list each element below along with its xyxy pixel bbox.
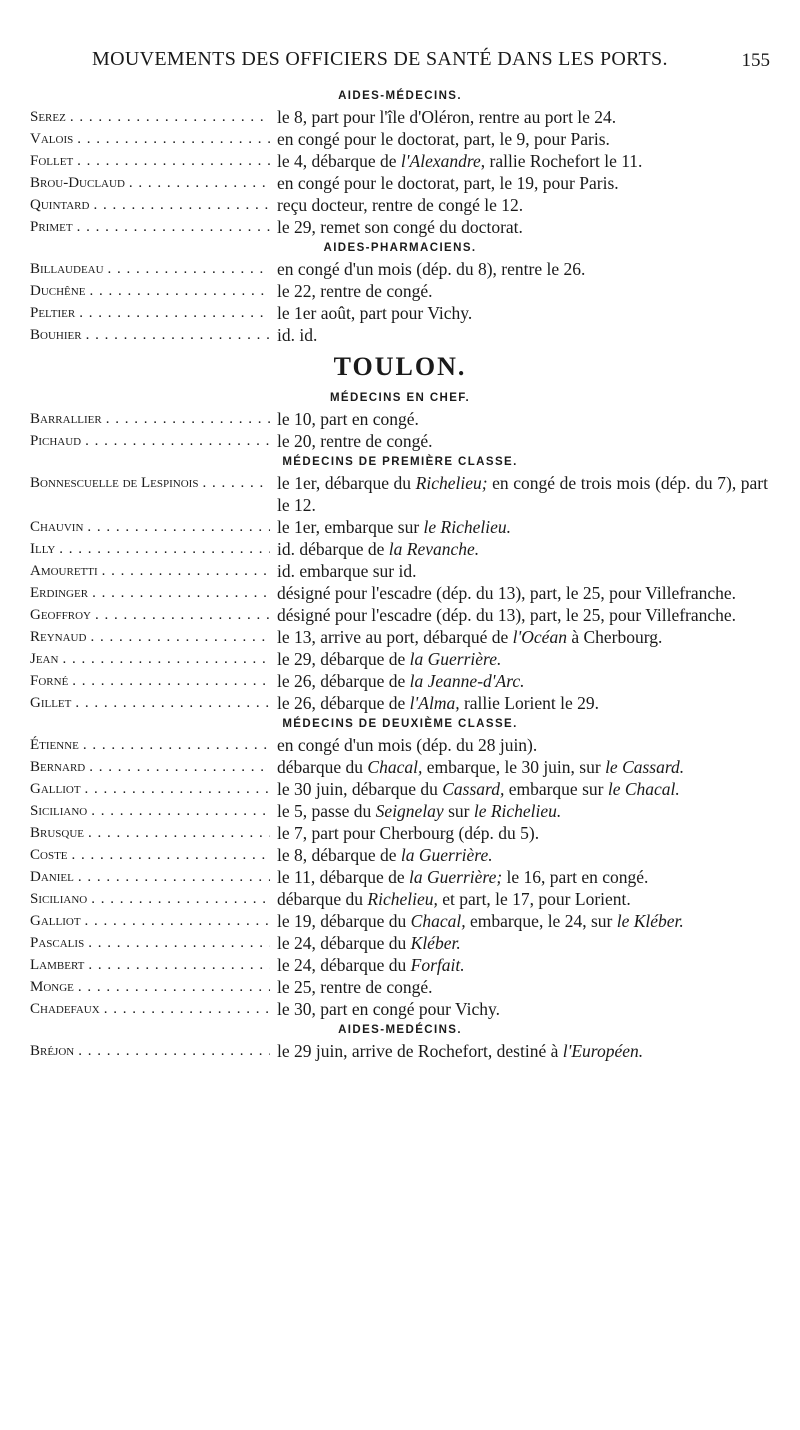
officer-name-cell (30, 194, 270, 216)
entry-row (30, 778, 770, 800)
ship-name: Chacal, (410, 911, 466, 931)
dot-leader (85, 430, 270, 452)
section-heading: MÉDECINS DE DEUXIÈME CLASSE. (282, 718, 518, 730)
officer-name: Chadefaux (30, 1001, 100, 1017)
dot-leader (93, 194, 270, 216)
officer-name: Chauvin (30, 519, 84, 535)
officer-name: Geoffroy (30, 607, 91, 623)
ship-name: l'Océan (512, 627, 567, 647)
officer-name: Bonnescuelle de Lespinois (30, 475, 199, 491)
ship-name: Seignelay (375, 801, 444, 821)
entry-row (30, 910, 770, 932)
officer-name-cell (30, 408, 270, 430)
city-heading: TOULON. (333, 352, 467, 381)
section-heading: AIDES-PHARMACIENS. (323, 242, 477, 254)
dot-leader (95, 604, 270, 626)
officer-name: Barrallier (30, 411, 102, 427)
entry-row (30, 626, 770, 648)
dot-leader (87, 516, 270, 538)
movement-text: en congé d'un mois (dép. du 28 juin). (277, 735, 538, 755)
officer-name: Illy (30, 541, 56, 557)
officer-name: Coste (30, 847, 68, 863)
entry-row (30, 150, 770, 172)
officer-name: Monge (30, 979, 74, 995)
entry-row (30, 280, 770, 302)
dot-leader (92, 582, 270, 604)
ship-name: Chacal, (367, 757, 423, 777)
dot-leader (86, 324, 270, 346)
dot-leader (79, 302, 270, 324)
officer-name-cell (30, 778, 270, 800)
entry-row (30, 472, 770, 516)
entry-row (30, 734, 770, 756)
dot-leader (78, 1040, 270, 1062)
dot-leader (59, 538, 270, 560)
ship-name: l'Alexandre (400, 151, 481, 171)
entry-row (30, 430, 770, 452)
movement-text: id. débarque de la Revanche. (277, 539, 480, 559)
officer-name: Siciliano (30, 891, 88, 907)
officer-name-cell (30, 128, 270, 150)
movement-text: le 30 juin, débarque du Cassard, embarque sur le Chacal. (277, 779, 680, 799)
dot-leader (77, 216, 270, 238)
page-title: MOUVEMENTS DES OFFICIERS DE SANTÉ DANS LES PORTS. (92, 48, 668, 70)
entry-row (30, 216, 770, 238)
movement-text: le 30, part en congé pour Vichy. (277, 999, 500, 1019)
dot-leader (88, 822, 270, 844)
movement-text: en congé pour le doctorat, part, le 9, pour Paris. (277, 129, 610, 149)
dot-leader (108, 258, 270, 280)
movement-text: en congé pour le doctorat, part, le 19, pour Paris. (277, 173, 619, 193)
officer-name: Reynaud (30, 629, 87, 645)
officer-name: Valois (30, 131, 74, 147)
officer-name-cell (30, 800, 270, 822)
movement-text: le 29, remet son congé du doctorat. (277, 217, 523, 237)
movement-text: le 8, débarque de la Guerrière. (277, 845, 493, 865)
officer-name-cell (30, 866, 270, 888)
officer-name-cell (30, 932, 270, 954)
entry-row (30, 194, 770, 216)
movement-text: le 24, débarque du Kléber. (277, 933, 461, 953)
officer-name: Jean (30, 651, 59, 667)
officer-name-cell (30, 976, 270, 998)
officer-name-cell (30, 692, 270, 714)
officer-name-cell (30, 430, 270, 452)
movement-text: le 7, part pour Cherbourg (dép. du 5). (277, 823, 540, 843)
entry-row (30, 954, 770, 976)
dot-leader (91, 888, 270, 910)
entry-row (30, 582, 770, 604)
dot-leader (70, 106, 270, 128)
movement-text: le 20, rentre de congé. (277, 431, 433, 451)
officer-name-cell (30, 844, 270, 866)
officer-name-cell (30, 822, 270, 844)
entry-row (30, 516, 770, 538)
officer-name-cell (30, 516, 270, 538)
document-body (30, 86, 770, 1062)
movement-text: le 22, rentre de congé. (277, 281, 433, 301)
officer-name: Bréjon (30, 1043, 75, 1059)
dot-leader (102, 560, 270, 582)
officer-name: Erdinger (30, 585, 89, 601)
ship-name: l'Alma, (409, 693, 460, 713)
section-heading: MÉDECINS EN CHEF. (329, 392, 471, 404)
ship-name: la Guerrière; (409, 867, 503, 887)
officer-name-cell (30, 954, 270, 976)
entry-row (30, 128, 770, 150)
ship-name: Forfait. (410, 955, 465, 975)
entry-row (30, 538, 770, 560)
section-heading: AIDES-MÉDECINS. (338, 90, 462, 102)
officer-name-cell (30, 910, 270, 932)
officer-name: Galliot (30, 913, 81, 929)
dot-leader (106, 408, 270, 430)
movement-text: le 26, débarque de l'Alma, rallie Lorient le 29. (277, 693, 600, 713)
officer-name: Amouretti (30, 563, 98, 579)
officer-name-cell (30, 582, 270, 604)
officer-name-cell (30, 670, 270, 692)
movement-text: le 19, débarque du Chacal, embarque, le 24, sur le Kléber. (277, 911, 684, 931)
movement-text: le 1er, embarque sur le Richelieu. (277, 517, 511, 537)
entry-row (30, 172, 770, 194)
dot-leader (91, 800, 270, 822)
movement-text: reçu docteur, rentre de congé le 12. (277, 195, 524, 215)
officer-name-cell (30, 1040, 270, 1062)
page-number: 155 (741, 50, 770, 71)
officer-name-cell (30, 734, 270, 756)
dot-leader (75, 692, 270, 714)
dot-leader (89, 280, 270, 302)
dot-leader (72, 844, 270, 866)
officer-name-cell (30, 106, 270, 128)
dot-leader (202, 472, 270, 516)
officer-name-cell (30, 324, 270, 346)
entry-row (30, 932, 770, 954)
dot-leader (88, 954, 270, 976)
movement-text: le 13, arrive au port, débarqué de l'Océan à Cherbourg. (277, 627, 663, 647)
entry-row (30, 822, 770, 844)
officer-name: Brusque (30, 825, 85, 841)
dot-leader (88, 932, 270, 954)
officer-name: Pichaud (30, 433, 82, 449)
ship-name: le Chacal. (607, 779, 680, 799)
officer-name: Forné (30, 673, 69, 689)
officer-name: Étienne (30, 737, 79, 753)
officer-name: Serez (30, 109, 66, 125)
movement-text: le 29 juin, arrive de Rochefort, destiné à l'Européen. (277, 1041, 644, 1061)
entry-row (30, 670, 770, 692)
officer-name-cell (30, 150, 270, 172)
officer-name-cell (30, 538, 270, 560)
ship-name: Cassard, (442, 779, 505, 799)
officer-name: Peltier (30, 305, 76, 321)
entry-row (30, 1040, 770, 1062)
officer-name-cell (30, 998, 270, 1020)
dot-leader (78, 866, 270, 888)
ship-name: Richelieu, (367, 889, 438, 909)
movement-text: désigné pour l'escadre (dép. du 13), part, le 25, pour Villefranche. (277, 583, 737, 603)
entry-row (30, 258, 770, 280)
dot-leader (89, 756, 270, 778)
officer-name: Siciliano (30, 803, 88, 819)
dot-leader (129, 172, 270, 194)
movement-text: le 5, passe du Seignelay sur le Richelieu. (277, 801, 562, 821)
dot-leader (104, 998, 270, 1020)
entry-row (30, 866, 770, 888)
ship-name: Richelieu; (415, 473, 488, 493)
officer-name-cell (30, 172, 270, 194)
entry-row (30, 560, 770, 582)
entry-row (30, 106, 770, 128)
dot-leader (85, 778, 270, 800)
officer-name: Bouhier (30, 327, 82, 343)
officer-name-cell (30, 472, 270, 516)
entry-row (30, 692, 770, 714)
entry-row (30, 998, 770, 1020)
movement-text: le 26, débarque de la Jeanne-d'Arc. (277, 671, 525, 691)
dot-leader (83, 734, 270, 756)
movement-text: en congé d'un mois (dép. du 8), rentre le 26. (277, 259, 586, 279)
movement-text: le 10, part en congé. (277, 409, 419, 429)
officer-name-cell (30, 258, 270, 280)
ship-name: la Guerrière. (400, 845, 493, 865)
entry-row (30, 324, 770, 346)
dot-leader (62, 648, 270, 670)
officer-name: Bernard (30, 759, 86, 775)
movement-text: le 25, rentre de congé. (277, 977, 433, 997)
running-header (30, 48, 770, 76)
movement-text: le 4, débarque de l'Alexandre, rallie Rochefort le 11. (277, 151, 643, 171)
dot-leader (77, 128, 270, 150)
entry-row (30, 976, 770, 998)
movement-text: le 8, part pour l'île d'Oléron, rentre au port le 24. (277, 107, 617, 127)
officer-name: Lambert (30, 957, 85, 973)
movement-text: id. embarque sur id. (277, 561, 417, 581)
officer-name-cell (30, 888, 270, 910)
officer-name: Pascalis (30, 935, 85, 951)
entry-row (30, 302, 770, 324)
ship-name: l'Européen. (562, 1041, 644, 1061)
entry-row (30, 408, 770, 430)
entry-row (30, 800, 770, 822)
movement-text: le 1er août, part pour Vichy. (277, 303, 473, 323)
officer-name-cell (30, 560, 270, 582)
movement-text: débarque du Chacal, embarque, le 30 juin, sur le Cassard. (277, 757, 685, 777)
movement-text: le 24, débarque du Forfait. (277, 955, 465, 975)
officer-name: Daniel (30, 869, 74, 885)
officer-name: Billaudeau (30, 261, 104, 277)
section-heading: AIDES-MEDÉCINS. (338, 1024, 462, 1036)
ship-name: Kléber. (410, 933, 461, 953)
officer-name-cell (30, 216, 270, 238)
movement-text: débarque du Richelieu, et part, le 17, pour Lorient. (277, 889, 631, 909)
ship-name: le Richelieu. (423, 517, 511, 537)
dot-leader (72, 670, 270, 692)
ship-name: le Cassard. (605, 757, 685, 777)
entry-row (30, 756, 770, 778)
entry-row (30, 888, 770, 910)
officer-name: Galliot (30, 781, 81, 797)
movement-text: désigné pour l'escadre (dép. du 13), part, le 25, pour Villefranche. (277, 605, 737, 625)
officer-name-cell (30, 626, 270, 648)
officer-name-cell (30, 302, 270, 324)
dot-leader (77, 150, 270, 172)
ship-name: la Revanche. (388, 539, 480, 559)
officer-name-cell (30, 604, 270, 626)
movement-text: id. id. (277, 325, 318, 345)
officer-name: Duchêne (30, 283, 86, 299)
entry-row (30, 648, 770, 670)
movement-text: le 29, débarque de la Guerrière. (277, 649, 502, 669)
ship-name: le Kléber. (616, 911, 684, 931)
officer-name-cell (30, 756, 270, 778)
dot-leader (85, 910, 270, 932)
section-heading: MÉDECINS DE PREMIÈRE CLASSE. (282, 456, 518, 468)
officer-name: Brou-Duclaud (30, 175, 125, 191)
movement-text: le 11, débarque de la Guerrière; le 16, part en congé. (277, 867, 649, 887)
ship-name: la Guerrière. (409, 649, 502, 669)
dot-leader (78, 976, 270, 998)
ship-name: la Jeanne-d'Arc. (409, 671, 525, 691)
dot-leader (90, 626, 270, 648)
ship-name: le Richelieu. (473, 801, 562, 821)
officer-name: Quintard (30, 197, 90, 213)
entry-row (30, 604, 770, 626)
officer-name-cell (30, 280, 270, 302)
officer-name: Gillet (30, 695, 72, 711)
officer-name: Follet (30, 153, 74, 169)
movement-text: le 1er, débarque du Richelieu; en congé de trois mois (dép. du 7), part le 12. (277, 473, 768, 515)
entry-row (30, 844, 770, 866)
officer-name-cell (30, 648, 270, 670)
officer-name: Primet (30, 219, 73, 235)
